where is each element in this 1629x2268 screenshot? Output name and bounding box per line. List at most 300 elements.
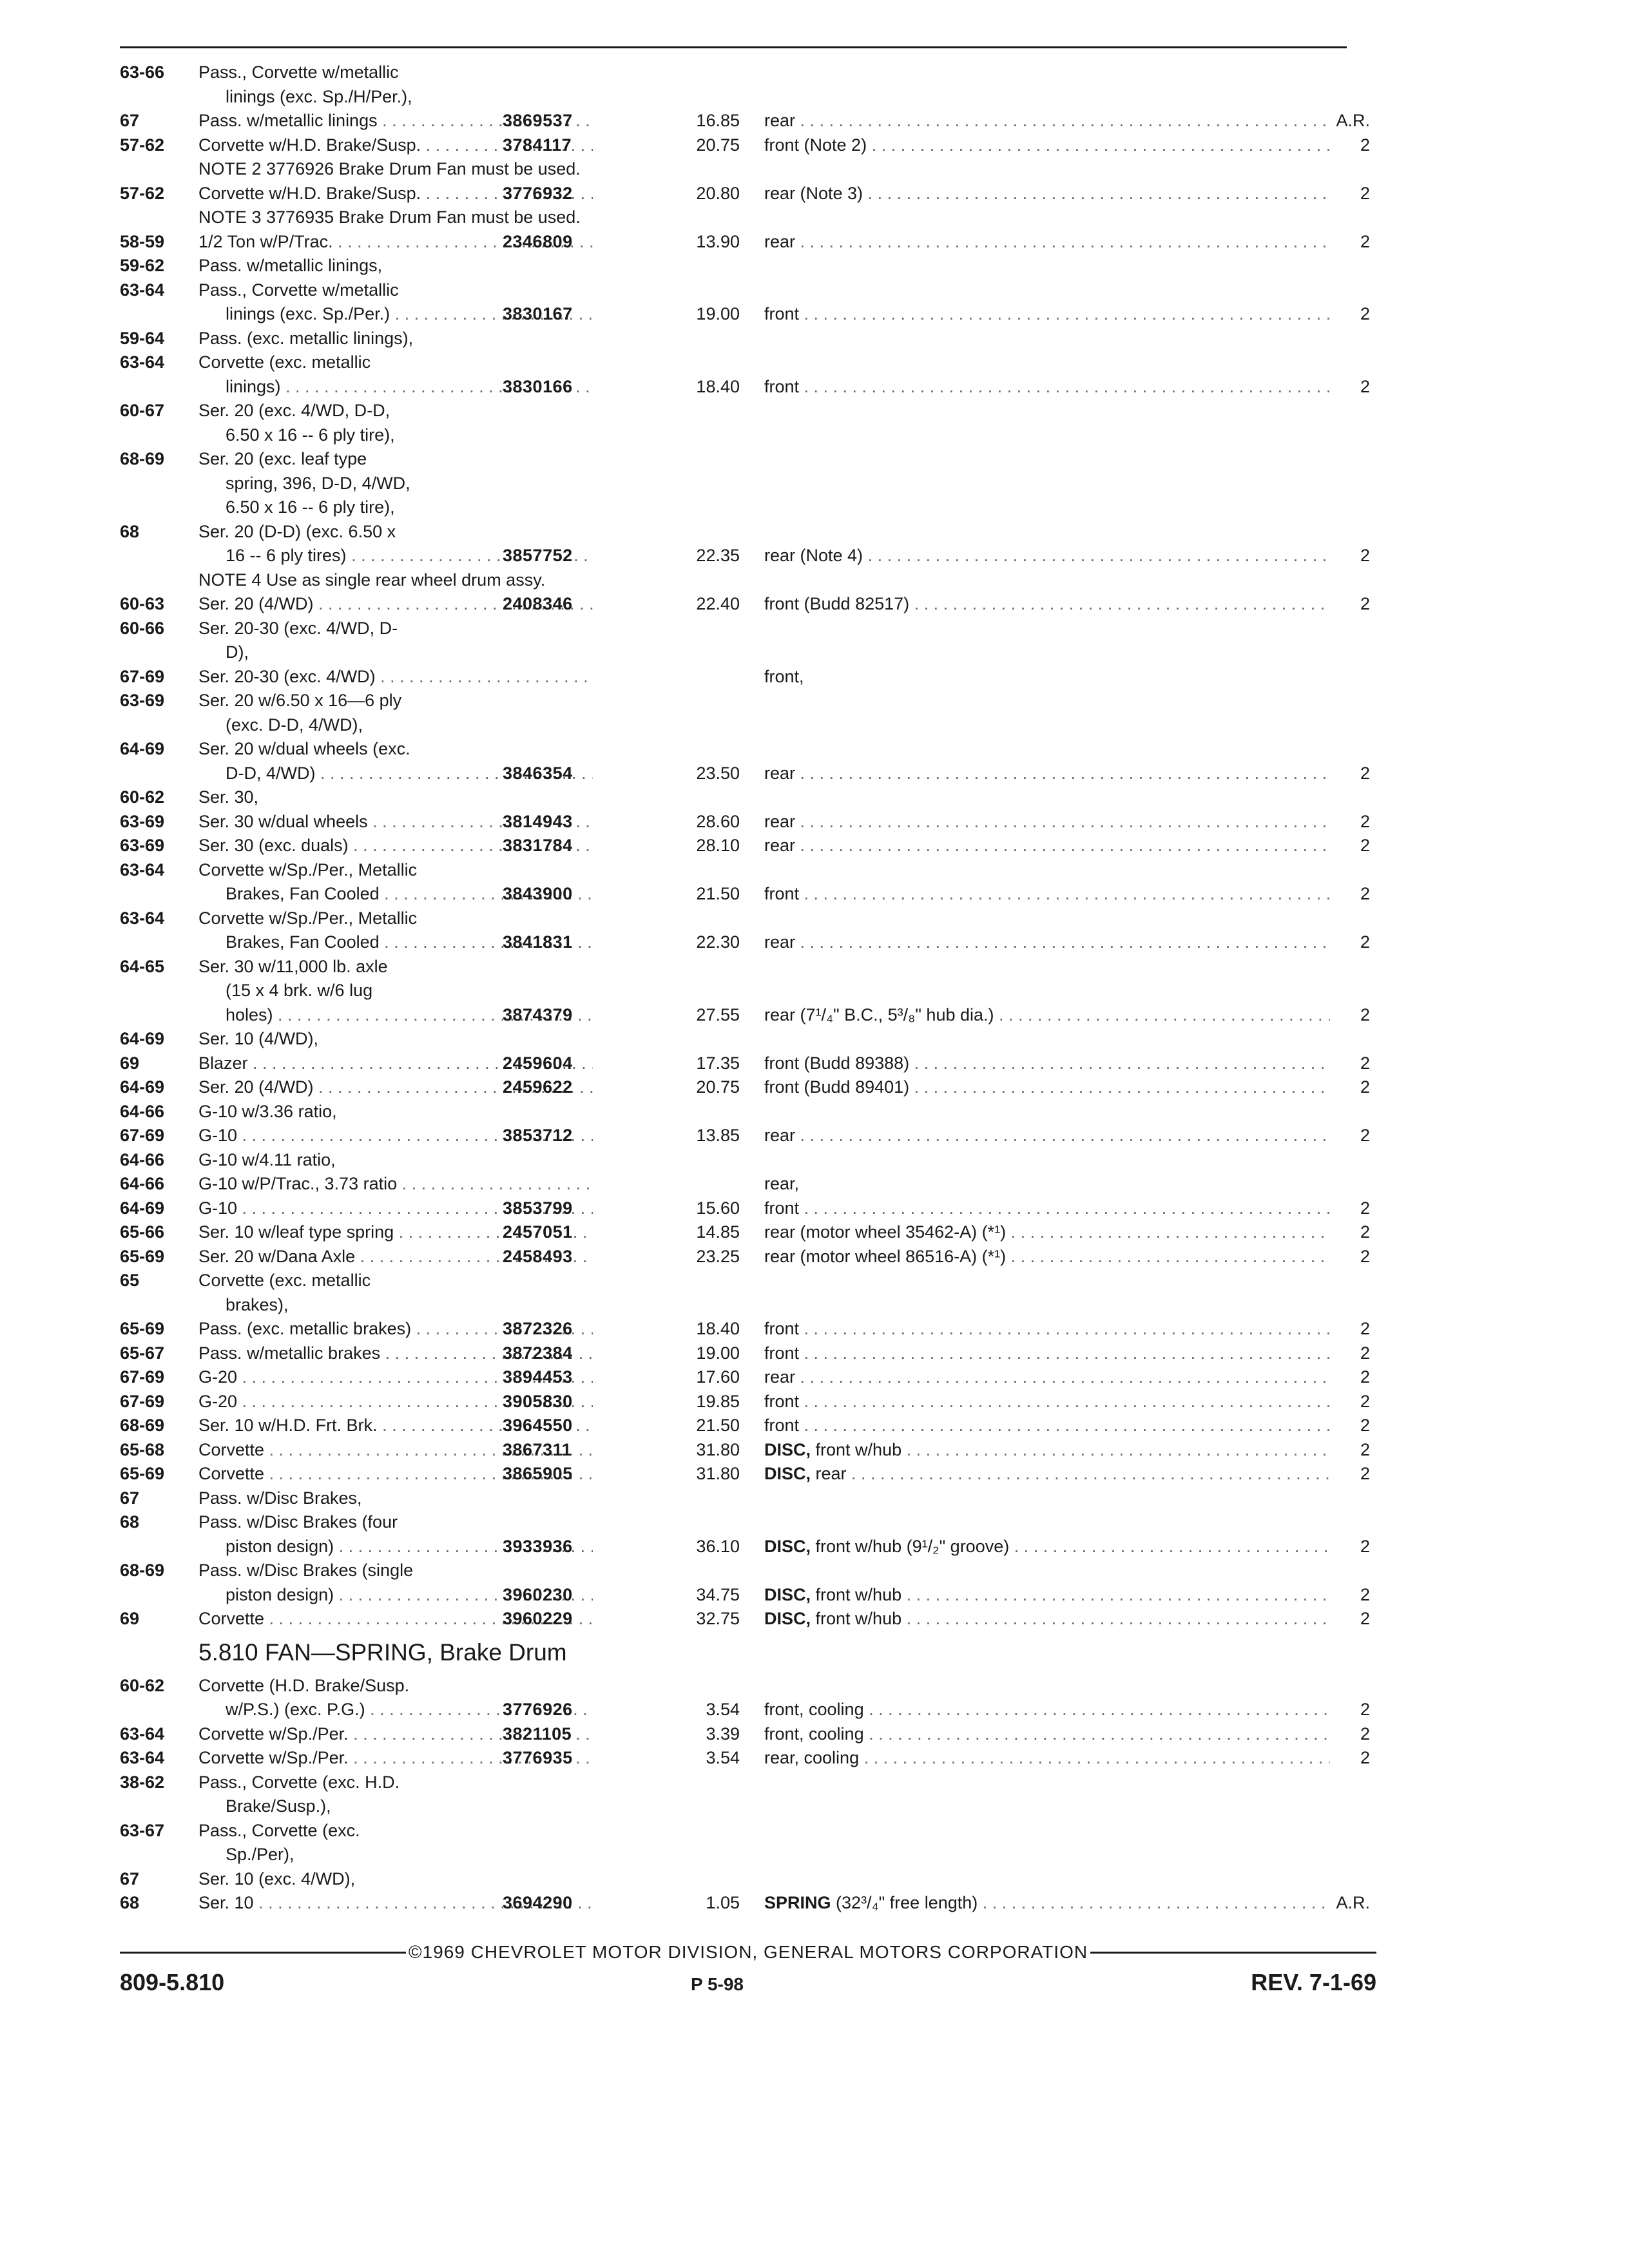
application-description: Ser. 30, — [198, 787, 259, 807]
model-years: 59-62 — [120, 256, 165, 275]
model-years: 63-69 — [120, 836, 165, 855]
usage-description — [764, 762, 1330, 786]
part-number: 3894453 — [503, 1367, 573, 1387]
quantity: 2 — [1360, 763, 1370, 783]
catalog-row — [120, 1510, 1383, 1535]
model-years: 67 — [120, 1488, 140, 1508]
catalog-row — [120, 1535, 1383, 1559]
part-number: 3867311 — [503, 1439, 572, 1459]
catalog-row — [120, 1027, 1383, 1052]
usage-description — [764, 882, 1330, 907]
footer-rule-left — [120, 1952, 406, 1954]
catalog-row — [120, 206, 1383, 230]
application-description: Ser. 20 w/dual wheels (exc. — [198, 739, 410, 758]
list-price: 18.40 — [696, 376, 740, 396]
catalog-row — [120, 1462, 1383, 1486]
model-years: 68-69 — [120, 1416, 165, 1435]
application-description: (15 x 4 brk. w/6 lug — [226, 981, 373, 1000]
part-number: 2459622 — [503, 1077, 573, 1097]
usage-text: front — [764, 304, 800, 323]
usage-text: front (Note 2) — [764, 135, 867, 155]
part-number: 3874379 — [503, 1004, 573, 1024]
catalog-row — [120, 834, 1383, 858]
catalog-row — [120, 447, 1383, 472]
model-years: 64-66 — [120, 1174, 165, 1193]
model-years: 63-67 — [120, 1820, 165, 1840]
usage-text: rear (Note 4) — [764, 546, 863, 565]
quantity: 2 — [1360, 836, 1370, 855]
part-number: 3872326 — [503, 1319, 573, 1338]
quantity: 2 — [1360, 1367, 1370, 1387]
application-description: Blazer . . . — [198, 1052, 593, 1076]
list-price: 28.10 — [696, 836, 740, 855]
usage-text: rear — [764, 811, 796, 831]
application-description: Ser. 20-30 (exc. 4/WD) . . . — [198, 665, 593, 689]
application-description: Brakes, Fan Cooled . . . — [226, 930, 593, 955]
list-price: 13.85 — [696, 1126, 740, 1145]
usage-text: front w/hub — [815, 1439, 902, 1459]
catalog-row — [120, 907, 1383, 931]
part-number: 3830167 — [503, 304, 573, 323]
catalog-row — [120, 713, 1383, 738]
model-years: 63-64 — [120, 352, 165, 372]
usage-description — [764, 1390, 1330, 1414]
list-price: 13.90 — [696, 231, 740, 251]
part-number: 3846354 — [503, 763, 573, 783]
catalog-row — [120, 1293, 1383, 1318]
application-description: Corvette w/H.D. Brake/Susp. . . . — [198, 182, 593, 206]
usage-description — [764, 302, 1330, 327]
application-description: Ser. 20-30 (exc. 4/WD, D- — [198, 618, 398, 638]
catalog-row — [120, 351, 1383, 375]
list-price: 21.50 — [696, 1416, 740, 1435]
quantity: 2 — [1360, 1319, 1370, 1338]
model-years: 65-66 — [120, 1222, 165, 1242]
model-years: 63-64 — [120, 1724, 165, 1744]
usage-text: rear — [764, 111, 796, 130]
application-description: Ser. 20 (exc. leaf type — [198, 449, 367, 468]
usage-keyword: DISC, — [764, 1439, 811, 1459]
quantity: 2 — [1360, 1126, 1370, 1145]
quantity: 2 — [1360, 1004, 1370, 1024]
model-years: 68 — [120, 1893, 140, 1912]
page-footer — [120, 1939, 1376, 2001]
usage-description — [764, 109, 1330, 133]
part-number: 3843900 — [503, 884, 573, 903]
quantity: 2 — [1360, 1724, 1370, 1744]
catalog-row — [120, 1559, 1383, 1583]
application-description: Ser. 20 (4/WD) . . . — [198, 592, 593, 617]
part-number: 3831784 — [503, 836, 573, 855]
model-years: 60-62 — [120, 787, 165, 807]
catalog-row — [120, 230, 1383, 255]
application-description: Pass. (exc. metallic linings), — [198, 328, 414, 348]
usage-description — [764, 1003, 1330, 1028]
quantity: 2 — [1360, 1584, 1370, 1604]
list-price: 23.50 — [696, 763, 740, 783]
part-number: 3776926 — [503, 1700, 573, 1719]
usage-description — [764, 592, 1330, 617]
list-price: 17.60 — [696, 1367, 740, 1387]
catalog-row — [120, 1317, 1383, 1341]
catalog-row — [120, 1100, 1383, 1124]
quantity: 2 — [1360, 1609, 1370, 1628]
list-price: 19.00 — [696, 304, 740, 323]
part-number: 3694290 — [503, 1893, 573, 1912]
quantity: 2 — [1360, 1748, 1370, 1767]
part-number: 3869537 — [503, 111, 573, 130]
usage-description — [764, 1583, 1330, 1608]
application-description: G-20 . . . — [198, 1390, 593, 1414]
application-description: Ser. 20 (exc. 4/WD, D-D, — [198, 401, 390, 420]
catalog-row — [120, 785, 1383, 810]
part-number: 2346809 — [503, 231, 573, 251]
catalog-row — [120, 182, 1383, 206]
application-description: Ser. 20 w/Dana Axle . . . — [198, 1245, 593, 1269]
top-rule — [120, 46, 1347, 48]
catalog-row — [120, 1220, 1383, 1245]
quantity: 2 — [1360, 1077, 1370, 1097]
quantity: 2 — [1360, 183, 1370, 203]
usage-description — [764, 230, 1330, 255]
application-description: D-D, 4/WD) . . . — [226, 762, 593, 786]
catalog-row — [120, 1245, 1383, 1269]
list-price: 15.60 — [696, 1198, 740, 1218]
usage-text: front — [764, 1198, 800, 1218]
model-years: 64-69 — [120, 739, 165, 758]
usage-text: rear, cooling — [764, 1748, 860, 1767]
application-description: Corvette (exc. metallic — [198, 1271, 371, 1290]
list-price: 19.00 — [696, 1343, 740, 1363]
quantity: 2 — [1360, 1536, 1370, 1556]
catalog-row — [120, 133, 1383, 158]
list-price: 3.54 — [706, 1700, 740, 1719]
model-years: 63-69 — [120, 691, 165, 710]
quantity: 2 — [1360, 231, 1370, 251]
catalog-row — [120, 399, 1383, 423]
usage-description — [764, 1722, 1330, 1747]
catalog-row — [120, 1843, 1383, 1867]
catalog-row — [120, 1607, 1383, 1631]
catalog-row — [120, 1486, 1383, 1511]
note-text: NOTE 2 3776926 Brake Drum Fan must be used. — [198, 159, 581, 178]
catalog-row — [120, 640, 1383, 665]
usage-text: front — [764, 1416, 800, 1435]
usage-text: front — [764, 884, 800, 903]
quantity: 2 — [1360, 884, 1370, 903]
model-years: 59-64 — [120, 328, 165, 348]
model-years: 65-69 — [120, 1464, 165, 1483]
usage-text: front (Budd 89401) — [764, 1077, 910, 1097]
quantity: 2 — [1360, 1416, 1370, 1435]
usage-text: front w/hub — [815, 1609, 902, 1628]
application-description: Pass. w/metallic linings, — [198, 256, 383, 275]
application-description: Ser. 10 w/leaf type spring . . . — [198, 1220, 593, 1245]
model-years: 57-62 — [120, 135, 165, 155]
usage-description — [764, 834, 1330, 858]
catalog-row — [120, 1438, 1383, 1463]
application-description: Ser. 30 w/dual wheels . . . — [198, 810, 593, 834]
application-description: Pass. w/Disc Brakes (four — [198, 1512, 398, 1532]
part-number: 3964550 — [503, 1416, 573, 1435]
application-description: Corvette . . . — [198, 1462, 593, 1486]
part-number: 3776932 — [503, 183, 573, 203]
catalog-row — [120, 1583, 1383, 1608]
usage-text: front w/hub — [815, 1584, 902, 1604]
catalog-row — [120, 495, 1383, 520]
catalog-row — [120, 592, 1383, 617]
application-description: G-20 . . . — [198, 1365, 593, 1390]
catalog-row — [120, 1269, 1383, 1293]
quantity: 2 — [1360, 1391, 1370, 1411]
catalog-row — [120, 1365, 1383, 1390]
catalog-row — [120, 1052, 1383, 1076]
usage-description — [764, 1341, 1330, 1366]
model-years: 64-69 — [120, 1077, 165, 1097]
catalog-row — [120, 1722, 1383, 1747]
usage-description — [764, 1891, 1330, 1916]
list-price: 20.80 — [696, 183, 740, 203]
model-years: 63-64 — [120, 280, 165, 300]
model-years: 67 — [120, 111, 140, 130]
list-price: 22.40 — [696, 594, 740, 613]
usage-text: rear — [764, 836, 796, 855]
usage-description — [764, 1317, 1330, 1341]
application-description: Corvette w/Sp./Per. . . . — [198, 1722, 593, 1747]
part-number: 3784117 — [503, 135, 572, 155]
application-description: Ser. 20 (D-D) (exc. 6.50 x — [198, 521, 396, 541]
usage-text: (32³/₄" free length) — [836, 1893, 978, 1912]
part-number: 3933936 — [503, 1536, 573, 1556]
quantity: 2 — [1360, 304, 1370, 323]
usage-description — [764, 1365, 1330, 1390]
usage-text: rear — [764, 1126, 796, 1145]
application-description: piston design) . . . — [226, 1535, 593, 1559]
application-description: Pass. w/metallic linings . . . — [198, 109, 593, 133]
list-price: 32.75 — [696, 1609, 740, 1628]
usage-description — [764, 1698, 1330, 1722]
list-price: 20.75 — [696, 135, 740, 155]
model-years: 64-66 — [120, 1149, 165, 1169]
model-years: 65-67 — [120, 1343, 165, 1363]
model-years: 63-64 — [120, 1748, 165, 1767]
usage-text: front w/hub (9¹/₂" groove) — [815, 1536, 1010, 1556]
usage-description — [764, 1607, 1330, 1631]
usage-description — [764, 544, 1330, 568]
catalog-row — [120, 1196, 1383, 1221]
model-years: 64-66 — [120, 1101, 165, 1121]
part-number: 3872384 — [503, 1343, 573, 1363]
quantity: 2 — [1360, 135, 1370, 155]
catalog-row — [120, 472, 1383, 496]
catalog-row — [120, 157, 1383, 182]
catalog-row — [120, 568, 1383, 593]
part-number: 2459604 — [503, 1053, 573, 1073]
application-description: G-10 w/P/Trac., 3.73 ratio . . . — [198, 1172, 593, 1196]
quantity: 2 — [1360, 1246, 1370, 1266]
usage-description — [764, 1438, 1330, 1463]
application-description: Pass. w/metallic brakes . . . — [198, 1341, 593, 1366]
usage-description — [764, 1196, 1330, 1221]
model-years: 68-69 — [120, 1561, 165, 1580]
model-years: 64-65 — [120, 956, 165, 976]
usage-text: rear — [815, 1464, 847, 1483]
model-years: 65-69 — [120, 1246, 165, 1266]
application-description: Corvette . . . — [198, 1607, 593, 1631]
model-years: 63-64 — [120, 908, 165, 928]
application-description: linings) . . . — [226, 375, 593, 399]
catalog-row — [120, 737, 1383, 762]
application-description: Ser. 10 (4/WD), — [198, 1029, 319, 1048]
application-description: holes) . . . — [226, 1003, 593, 1028]
list-price: 36.10 — [696, 1536, 740, 1556]
model-years: 68 — [120, 1512, 140, 1532]
application-description: Pass. w/Disc Brakes (single — [198, 1561, 414, 1580]
usage-text: front — [764, 1319, 800, 1338]
application-description: Pass. w/Disc Brakes, — [198, 1488, 362, 1508]
model-years: 63-66 — [120, 62, 165, 82]
model-years: 68 — [120, 521, 140, 541]
model-years: 60-67 — [120, 401, 165, 420]
list-price: 16.85 — [696, 111, 740, 130]
usage-description — [764, 1746, 1330, 1771]
catalog-row — [120, 617, 1383, 641]
usage-description — [764, 1172, 1330, 1196]
application-description: Corvette (exc. metallic — [198, 352, 371, 372]
part-number: 3905830 — [503, 1391, 573, 1411]
model-years: 60-63 — [120, 594, 165, 613]
list-price: 18.40 — [696, 1319, 740, 1338]
usage-text: front, cooling — [764, 1724, 864, 1744]
page-number: P 5-98 — [691, 1974, 744, 1994]
catalog-row — [120, 665, 1383, 689]
usage-description — [764, 930, 1330, 955]
model-years: 63-69 — [120, 811, 165, 831]
catalog-row — [120, 61, 1383, 85]
catalog-row — [120, 1124, 1383, 1148]
list-price: 27.55 — [696, 1004, 740, 1024]
application-description: Brakes, Fan Cooled . . . — [226, 882, 593, 907]
quantity: A.R. — [1336, 111, 1370, 130]
quantity: 2 — [1360, 1053, 1370, 1073]
quantity: 2 — [1360, 932, 1370, 952]
application-description: Corvette w/Sp./Per., Metallic — [198, 860, 418, 879]
application-description: Sp./Per), — [226, 1845, 294, 1864]
application-description: w/P.S.) (exc. P.G.) . . . — [226, 1698, 593, 1722]
list-price: 14.85 — [696, 1222, 740, 1242]
application-description: 6.50 x 16 -- 6 ply tire), — [226, 497, 395, 517]
part-number: 3821105 — [503, 1724, 572, 1744]
usage-description — [764, 810, 1330, 834]
application-description: Pass., Corvette (exc. — [198, 1820, 360, 1840]
quantity: 2 — [1360, 1700, 1370, 1719]
usage-description — [764, 1220, 1330, 1245]
part-number: 3776935 — [503, 1748, 573, 1767]
part-number: 2458493 — [503, 1246, 573, 1266]
catalog-row — [120, 1746, 1383, 1771]
usage-description — [764, 1245, 1330, 1269]
usage-text: rear — [764, 231, 796, 251]
application-description: 1/2 Ton w/P/Trac. . . . — [198, 230, 593, 255]
catalog-row — [120, 1674, 1383, 1698]
list-price: 34.75 — [696, 1584, 740, 1604]
application-description: spring, 396, D-D, 4/WD, — [226, 473, 410, 493]
model-years: 64-69 — [120, 1198, 165, 1218]
application-description: G-10 w/3.36 ratio, — [198, 1101, 337, 1121]
usage-description — [764, 1124, 1330, 1148]
section-title: 5.810 FAN—SPRING, Brake Drum — [198, 1639, 567, 1666]
usage-text: rear (motor wheel 86516-A) (*¹) — [764, 1246, 1007, 1266]
list-price: 28.60 — [696, 811, 740, 831]
catalog-row — [120, 810, 1383, 834]
usage-description — [764, 375, 1330, 399]
application-description: G-10 w/4.11 ratio, — [198, 1149, 336, 1169]
application-description: Corvette w/Sp./Per. . . . — [198, 1746, 593, 1771]
model-years: 38-62 — [120, 1772, 165, 1792]
usage-keyword: DISC, — [764, 1584, 811, 1604]
part-number: 2457051 — [503, 1222, 573, 1242]
application-description: G-10 . . . — [198, 1124, 593, 1148]
usage-text: front — [764, 1343, 800, 1363]
usage-keyword: DISC, — [764, 1464, 811, 1483]
list-price: 21.50 — [696, 884, 740, 903]
list-price: 31.80 — [696, 1439, 740, 1459]
list-price: 3.39 — [706, 1724, 740, 1744]
catalog-row — [120, 882, 1383, 907]
catalog-row — [120, 1148, 1383, 1173]
application-description: Ser. 10 . . . — [198, 1891, 593, 1916]
model-years: 60-62 — [120, 1675, 165, 1695]
quantity: 2 — [1360, 594, 1370, 613]
model-years: 57-62 — [120, 183, 165, 203]
application-description: Ser. 10 w/H.D. Frt. Brk. . . . — [198, 1414, 593, 1438]
catalog-row — [120, 689, 1383, 713]
part-number: 3857752 — [503, 546, 573, 565]
catalog-row — [120, 278, 1383, 303]
list-price: 1.05 — [706, 1893, 740, 1912]
part-number: 3814943 — [503, 811, 573, 831]
quantity: A.R. — [1336, 1893, 1370, 1912]
model-years: 58-59 — [120, 231, 165, 251]
model-years: 69 — [120, 1609, 140, 1628]
application-description: D), — [226, 642, 249, 662]
catalog-row — [120, 302, 1383, 327]
catalog-row — [120, 1698, 1383, 1722]
list-price: 3.54 — [706, 1748, 740, 1767]
quantity: 2 — [1360, 1464, 1370, 1483]
revision-date: REV. 7-1-69 — [1251, 1969, 1376, 1995]
usage-description — [764, 1075, 1330, 1100]
catalog-row — [120, 1794, 1383, 1819]
model-years: 67-69 — [120, 1367, 165, 1387]
application-description: 16 -- 6 ply tires) . . . — [226, 544, 593, 568]
catalog-row — [120, 955, 1383, 979]
application-description: Corvette . . . — [198, 1438, 593, 1463]
model-years: 67-69 — [120, 666, 165, 686]
section-number: 809-5.810 — [120, 1969, 225, 1995]
catalog-row — [120, 858, 1383, 883]
usage-text: rear (Note 3) — [764, 183, 863, 203]
application-description: Pass. (exc. metallic brakes) . . . — [198, 1317, 593, 1341]
catalog-row — [120, 109, 1383, 133]
model-years: 69 — [120, 1053, 140, 1073]
catalog-row — [120, 520, 1383, 544]
catalog-row — [120, 544, 1383, 568]
list-price: 19.85 — [696, 1391, 740, 1411]
catalog-row — [120, 979, 1383, 1003]
usage-text: rear — [764, 763, 796, 783]
catalog-row — [120, 375, 1383, 399]
